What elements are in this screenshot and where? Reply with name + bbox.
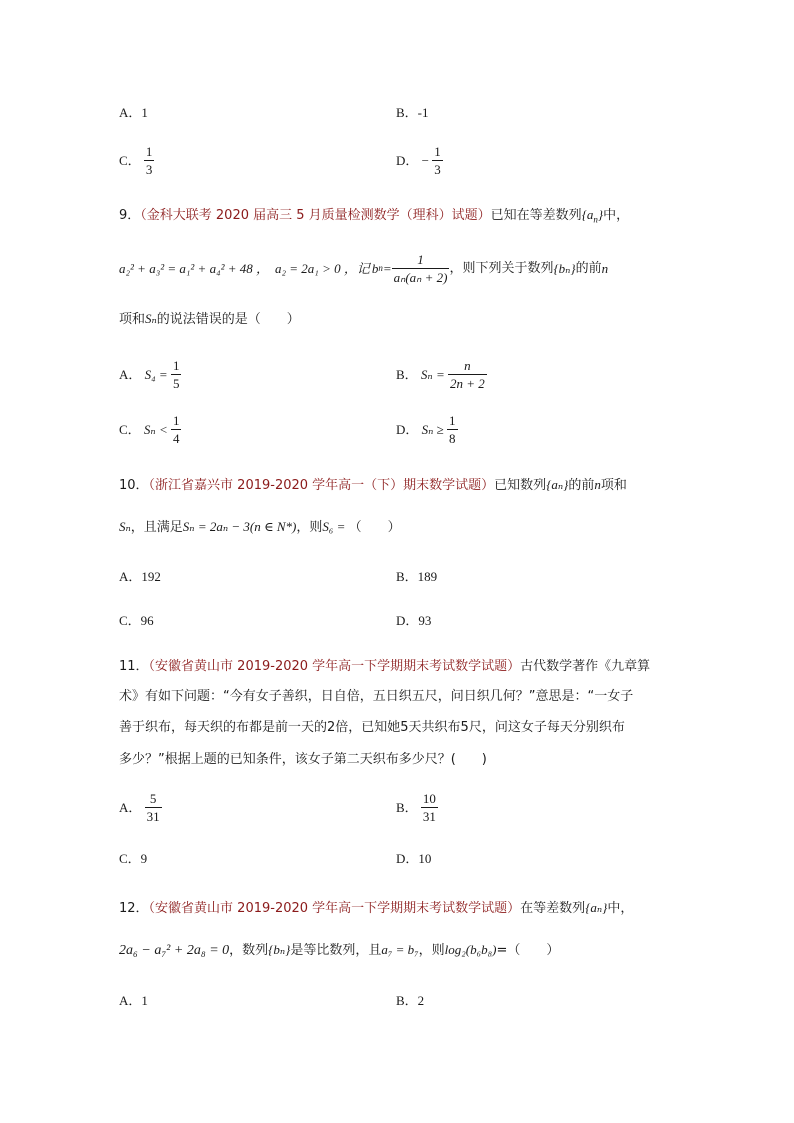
- q12-line2: 2a₆ − a₇² + 2a₈ = 0，数列{bₙ}是等比数列，且a₇ = b₇，则log₂(b₆b₈)=（ ）: [119, 942, 560, 958]
- option-label: B．: [396, 367, 418, 382]
- q12-option-a[interactable]: A．1: [119, 993, 148, 1008]
- q8-option-d[interactable]: D． − $\frac{1}{3}$: [396, 144, 441, 177]
- q10-option-a[interactable]: A．192: [119, 569, 161, 584]
- q11-line1: 11．（安徽省黄山市 2019-2020 学年高一下学期期末考试数学试题）古代数学著作《九章算: [119, 659, 651, 674]
- question-source: （安徽省黄山市 2019-2020 学年高一下学期期末考试数学试题）: [148, 659, 521, 674]
- option-label: B．: [396, 800, 418, 815]
- q12-line1: 12．（安徽省黄山市 2019-2020 学年高一下学期期末考试数学试题）在等差数列{aₙ}中，: [119, 900, 634, 916]
- option-label: C．: [119, 851, 141, 866]
- fraction: $\frac{5}{31}$: [146, 791, 160, 824]
- q11-option-c[interactable]: C．9: [119, 851, 148, 866]
- q10-option-b[interactable]: B．189: [396, 569, 438, 584]
- question-number: 11．: [119, 659, 149, 674]
- q9-line2: a₂² + a₃² = a₁² + a₄² + 48 ， a₂ = 2a₁ > 0 ，记 b n = $\frac{1}{\text{aₙ(aₙ + 2)}}$ ，则下列关于数列 {bₙ} 的前 n: [119, 251, 609, 285]
- q8-option-a[interactable]: [119, 106, 148, 119]
- option-label: A．: [119, 993, 142, 1008]
- q10-option-c[interactable]: C．96: [119, 613, 154, 628]
- option-label: D．: [396, 613, 419, 628]
- option-label: B．: [396, 105, 418, 120]
- question-source: （浙江省嘉兴市 2019-2020 学年高一（下）期末数学试题）: [148, 478, 495, 493]
- fraction: $\frac{10}{31}$: [422, 791, 436, 824]
- fraction: $\frac{1}{8}$: [449, 413, 456, 446]
- option-label: A．: [119, 800, 142, 815]
- q8-option-b[interactable]: [396, 106, 429, 119]
- q9-line1: 9．（金科大联考 2020 届高三 5 月质量检测数学（理科）试题）已知在等差数列$\{a_n\}$中，: [119, 207, 630, 225]
- fraction: $\frac{1}{4}$: [172, 413, 180, 446]
- option-label: C．: [119, 153, 141, 168]
- q12-option-b[interactable]: B．2: [396, 993, 425, 1008]
- q10-option-d[interactable]: D．93: [396, 613, 432, 628]
- fraction: $\frac{1}{5}$: [172, 358, 180, 391]
- option-value: -1: [417, 105, 429, 120]
- q11-option-d[interactable]: D．10: [396, 851, 432, 866]
- q10-line1: 10．（浙江省嘉兴市 2019-2020 学年高一（下）期末数学试题）已知数列{aₙ}的前n项和: [119, 477, 627, 493]
- q9-option-c[interactable]: C． Sₙ < $\frac{1}{4}$: [119, 413, 180, 446]
- option-value: 1: [141, 105, 148, 120]
- q11-line3: 善于织布，每天织的布都是前一天的2倍，已知她5天共织布5尺，问这女子每天分别织布: [119, 720, 625, 735]
- fraction: $\frac{1}{3}$: [145, 144, 153, 177]
- option-label: A．: [119, 105, 142, 120]
- question-number: 10．: [119, 478, 149, 493]
- option-label: B．: [396, 993, 418, 1008]
- question-source: （安徽省黄山市 2019-2020 学年高一下学期期末考试数学试题）: [148, 901, 521, 916]
- q9-option-a[interactable]: A． S₄ = $\frac{1}{5}$: [119, 358, 180, 391]
- q9-option-b[interactable]: B． Sₙ = $\frac{n}{2n + 2}$: [396, 358, 485, 391]
- option-label: A．: [119, 569, 142, 584]
- q10-line2: Sₙ，且满足Sₙ = 2aₙ − 3(n ∈ N*)，则S₆ = （ ）: [119, 519, 401, 535]
- bn-fraction: $\frac{1}{\text{aₙ(aₙ + 2)}}$: [393, 251, 448, 285]
- option-label: C．: [119, 613, 141, 628]
- option-label: A．: [119, 367, 142, 382]
- q11-line4: 多少？”根据上题的已知条件，该女子第二天织布多少尺？( ): [119, 752, 487, 767]
- question-number: 9．: [119, 208, 141, 223]
- condition-equation: 2a₆ − a₇² + 2a₈ = 0: [119, 943, 230, 958]
- option-label: C．: [119, 422, 141, 437]
- option-label: D．: [396, 153, 419, 168]
- condition-equation: a₂² + a₃² = a₁² + a₄² + 48 ，: [119, 260, 270, 276]
- condition-a2: a₂ = 2a₁ > 0 ，记: [275, 260, 370, 276]
- option-label: D．: [396, 851, 419, 866]
- question-source: （金科大联考 2020 届高三 5 月质量检测数学（理科）试题）: [140, 208, 491, 223]
- q9-line3: 项和Sₙ的说法错误的是（ ）: [119, 311, 300, 327]
- fraction: $\frac{1}{3}$: [434, 144, 441, 177]
- question-number: 12．: [119, 901, 149, 916]
- condition-equation: Sₙ = 2aₙ − 3(n ∈ N*): [182, 519, 297, 534]
- option-label: D．: [396, 422, 419, 437]
- q11-option-a[interactable]: [119, 790, 162, 825]
- q11-option-b[interactable]: [396, 790, 438, 825]
- fraction: $\frac{n}{2n + 2}$: [449, 358, 485, 391]
- option-label: B．: [396, 569, 418, 584]
- q11-line2: 术》有如下问题：“今有女子善织，日自倍，五日织五尺，问日织几何？”意思是：“一女子: [119, 689, 634, 704]
- q9-option-d[interactable]: D． Sₙ ≥ $\frac{1}{8}$: [396, 413, 456, 446]
- q8-option-c[interactable]: [119, 143, 154, 178]
